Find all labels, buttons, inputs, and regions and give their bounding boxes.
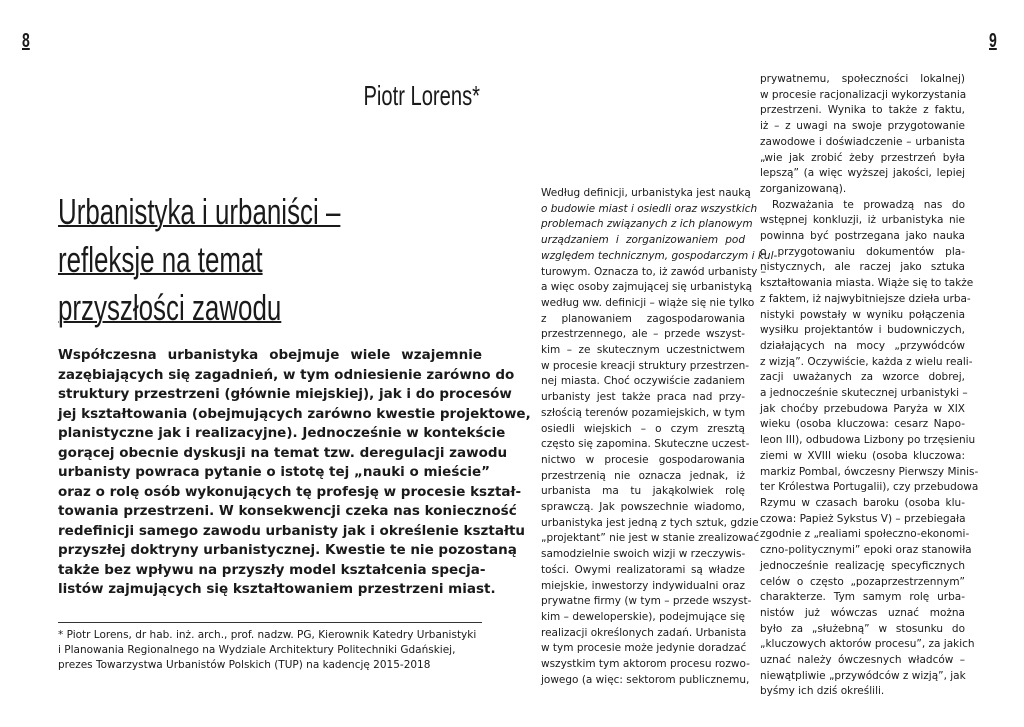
page-number-left: 8 (22, 30, 30, 52)
text-line: gorącej obecnie dyskusji na temat tzw. deregulacji zawodu (58, 444, 508, 461)
text-line: urbanista ma tu jakąkolwiek rolę (541, 485, 745, 498)
text-line: zazębiających się zagadnień, w tym odniesienie zarówno do (58, 366, 515, 383)
text-line: z faktem, iż najwybitniejsze dzieła urba- (760, 292, 971, 305)
text-line: czowa: Papież Sykstus V) – przebiegała (760, 512, 966, 525)
text-line: jej kształtowania (obejmujących zarówno kwestie projektowe, (58, 405, 531, 422)
text-line: charakterze. Tym samym rolę urba- (760, 591, 965, 604)
text-line: miejskie, inwestorzy indywidualni oraz (541, 579, 745, 592)
text-line: redefinicji samego zawodu urbanisty jak i określenie kształtu (58, 522, 526, 539)
text-line: prywatnemu, społeczności lokalnej) (760, 73, 965, 85)
text-line: * Piotr Lorens, dr hab. inż. arch., prof. nadzw. PG, Kierownik Katedry Urbanistyki (58, 629, 477, 641)
text-line: prywatne firmy (w tym – przede wszyst- (541, 595, 752, 608)
text-line: szłością terenów pozamiejskich, w tym (541, 406, 746, 419)
text-line: byśmy ich dziś określili. (760, 685, 885, 698)
text-line: kształtowania miasta. Wiąże się to także (760, 277, 974, 290)
text-line: planistyczne jak i realizacyjne). Jednocześnie w kontekście (58, 425, 506, 441)
footnote (58, 628, 488, 673)
text-line: nistycznych, ale raczej jako sztuka (760, 261, 965, 274)
text-line: iż – z uwagi na swoje przygotowanie (760, 120, 965, 133)
text-line: nistyki powstały w wyniku połączenia (760, 308, 965, 321)
text-line: kim – ze skutecznym uczestnictwem (541, 344, 745, 357)
text-line: nictwo w procesie gospodarowania (541, 453, 745, 466)
text-line: działających na mocy „przywódców (760, 339, 965, 352)
text-line: w tym procesie może jedynie doradzać (541, 642, 747, 655)
text-line: zawodowe i doświadczenie – urbanista (760, 135, 965, 148)
text-line: zorganizowaną). (760, 182, 847, 195)
text-line: i Planowania Regionalnego na Wydziale Architektury Politechniki Gdańskiej, (58, 644, 456, 656)
text-line: sprawczą. Jak powszechnie wiadomo, (541, 501, 745, 514)
text-line: turowym. Oznacza to, iż zawód urbanisty – (541, 265, 766, 278)
text-line: w procesie kreacji struktury przestrzen- (541, 359, 750, 372)
text-line: przyszłej doktryny urbanistycznej. Kwestie te nie pozostaną (58, 542, 517, 558)
text-line: tości. Owymi realizatorami są władze (541, 563, 745, 576)
title-line: przyszłości zawodu (58, 287, 282, 328)
text-line: często się zapomina. Skuteczne uczest- (541, 438, 750, 451)
text-line: wieku (osoba kluczowa: cesarz Napo- (760, 418, 965, 431)
text-line: struktury przestrzeni (głównie miejskiej), jak i do procesów (58, 386, 512, 402)
text-line: urbanisty jest także praca nad przy- (541, 391, 745, 404)
text-line: wstępnej konkluzji, iż urbanistyka nie (760, 214, 965, 227)
text-line: samodzielnie swoich wizji w rzeczywis- (541, 548, 746, 561)
text-line: zacji uważanych za wzorce dobrej, (760, 371, 965, 384)
text-line: lepszą” (a więc wyższej jakości, lepiej (760, 167, 965, 180)
title-line: Urbanistyka i urbaniści – (58, 191, 341, 232)
text-line: przestrzenią nie oznacza jednak, iż (541, 469, 745, 482)
text-line: realizacji określonych zadań. Urbanista (541, 626, 747, 639)
text-line: przestrzeni. Wynika to także z faktu, (760, 104, 965, 117)
text-line: prezes Towarzystwa Urbanistów Polskich (TUP) na kadencję 2015-2018 (58, 659, 431, 671)
text-line: czno-politycznymi” epoki oraz stanowiła (760, 544, 972, 557)
text-line: w procesie racjonalizacji wykorzystania (760, 88, 967, 101)
text-line: z wizją”. Oczywiście, każda z wielu reali- (760, 355, 973, 368)
text-line: jowego (a więc: sektorom publicznemu, (541, 673, 750, 686)
text-line: a więc osoby zajmującej się urbanistyką (541, 281, 753, 294)
text-line: wszystkim tym aktorom procesu rozwo- (541, 658, 750, 671)
text-line: względem technicznym, gospodarczym i kul- (541, 249, 778, 262)
title-line: refleksje na temat (58, 239, 263, 280)
text-line: według ww. definicji – wiąże się nie tylko (541, 296, 755, 309)
page-number-right: 9 (989, 30, 997, 52)
body-column-right (760, 72, 979, 700)
text-line: zgodnie z „realiami społeczno-ekonomi- (760, 528, 970, 541)
text-line: niewątpliwie „przywódców z wizją”, jak (760, 669, 966, 682)
lead-paragraph (58, 346, 531, 600)
text-line: o budowie miast i osiedli oraz wszystkich (541, 202, 758, 215)
body-column-middle (541, 186, 778, 689)
text-line: „kluczowych aktorów procesu”, za jakich (760, 638, 975, 651)
text-line: kim – deweloperskie), podejmujące się (541, 610, 745, 623)
text-line: jak choćby przebudowa Paryża w XIX (760, 402, 965, 415)
text-line: powinna być postrzegana jako nauka (760, 230, 965, 243)
footnote-divider (58, 622, 482, 623)
text-line: uznać należy ówczesnych władców – (760, 654, 965, 667)
text-line: markiz Pombal, ówczesny Pierwszy Minis- (760, 465, 979, 478)
text-line: „projektant” nie jest w stanie zrealizować (541, 532, 760, 545)
text-line: było za „służebną” w stosunku do (760, 622, 965, 635)
text-line: ter Królestwa Portugalii), czy przebudowa (760, 481, 979, 494)
text-line: nistów już wówczas uznać można (760, 606, 965, 619)
author-name: Piotr Lorens* (363, 80, 480, 111)
text-line: urbanistyka jest jedną z tych sztuk, gdzie (541, 516, 759, 529)
article-title (58, 188, 360, 332)
text-line: a jednocześnie skutecznej urbanistyki – (760, 387, 968, 400)
text-line: urbanisty powraca pytanie o istotę tej „nauki o mieście” (58, 464, 491, 480)
text-line: Współczesna urbanistyka obejmuje wiele wzajemnie (58, 347, 482, 363)
text-line: jednocześnie realizację specyficznych (760, 559, 965, 572)
text-line: nej miasta. Choć oczywiście zadaniem (541, 375, 745, 388)
text-line: z planowaniem zagospodarowania (541, 312, 745, 325)
text-line: „wie jak zrobić żeby przestrzeń była (760, 151, 965, 164)
text-line: Rzymu w czasach baroku (osoba klu- (760, 496, 965, 509)
text-line: Według definicji, urbanistyka jest nauką (541, 187, 751, 199)
text-line: także bez wpływu na przyszły model kształcenia specja- (58, 561, 486, 578)
text-line: celów o często „pozaprzestrzennym” (760, 575, 965, 588)
text-line: przestrzennego, ale – przede wszyst- (541, 328, 745, 341)
text-line: wysiłku projektantów i budowniczych, (760, 324, 965, 337)
text-line: listów zajmujących się kształtowaniem przestrzeni miast. (58, 581, 496, 597)
text-line: problemach związanych z ich planowym (541, 218, 753, 231)
text-line: osiedli wiejskich – o czym zresztą (541, 422, 745, 435)
text-line: towania przestrzeni. W konsekwencji czeka nas konieczność (58, 503, 517, 519)
text-line: o przygotowaniu dokumentów pla- (760, 245, 965, 258)
text-line: Rozważania te prowadzą nas do (772, 198, 965, 211)
text-line: oraz o rolę osób wykonujących tę profesję w procesie kształ- (58, 483, 522, 500)
text-line: urządzaniem i zorganizowaniem pod (541, 234, 745, 247)
text-line: ziemi w XVIII wieku (osoba kluczowa: (760, 449, 965, 462)
text-line: leon III), odbudowa Lizbony po trzęsieniu (760, 434, 976, 447)
